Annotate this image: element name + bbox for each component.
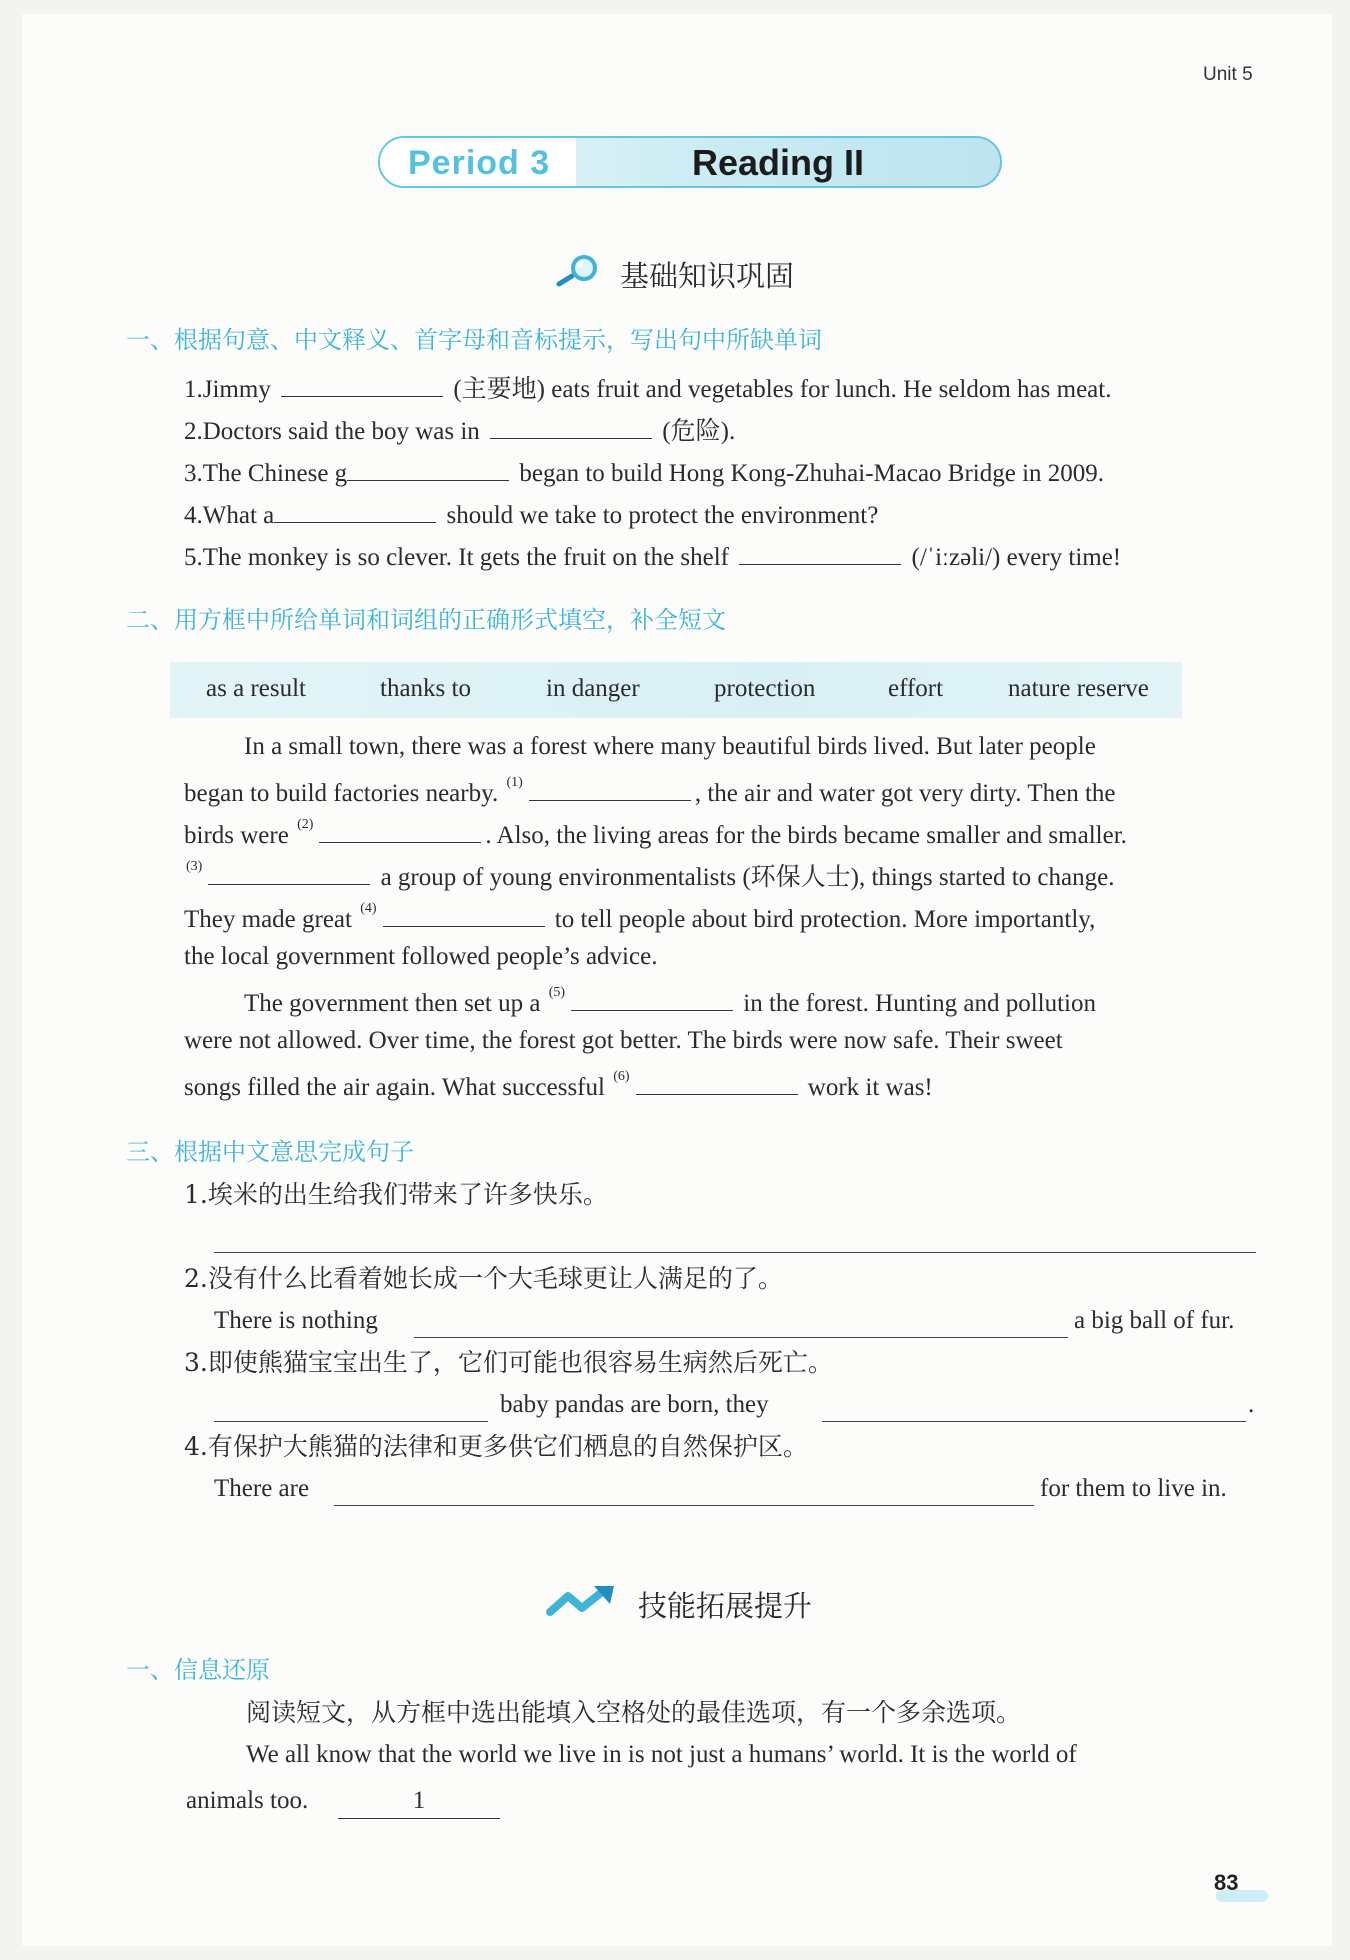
passage-text: , the air and water got very dirty. Then the [694, 780, 1116, 807]
word-option: as a result [206, 675, 306, 702]
blank-number: (2) [297, 817, 314, 832]
title-banner [378, 136, 1002, 188]
passage-line: We all know that the world we live in is not just a humans’ world. It is the world of [246, 1741, 1077, 1768]
item-number: 4. [184, 502, 203, 529]
answer-prefix: There is nothing [214, 1307, 378, 1334]
answer-blank[interactable] [274, 496, 436, 523]
answer-suffix: for them to live in. [1040, 1475, 1227, 1502]
item-1 [184, 370, 1111, 405]
item-number: 3. [184, 1348, 208, 1377]
chinese-prompt: 埃米的出生给我们带来了许多快乐。 [207, 1180, 608, 1209]
word-option: protection [714, 675, 816, 702]
item-number: 2. [184, 1264, 208, 1293]
chinese-prompt: 有保护大熊猫的法律和更多供它们栖息的自然保护区。 [207, 1432, 808, 1461]
item-number: 1. [184, 376, 203, 403]
translation-item-4 [184, 1432, 808, 1462]
item-4 [184, 496, 878, 531]
section-title-skills: 技能拓展提升 [638, 1589, 813, 1623]
answer-middle: baby pandas are born, they [500, 1391, 769, 1418]
passage-text: In a small town, there was a forest where many beautiful birds lived. But later people [244, 733, 1096, 760]
item-number: 3. [184, 460, 203, 487]
passage-line [184, 816, 1127, 851]
part1-heading: 一、根据句意、中文释义、首字母和音标提示，写出句中所缺单词 [126, 326, 822, 354]
answer-blank[interactable] [208, 858, 370, 885]
passage-text: the local government followed people’s advice. [184, 943, 658, 970]
word-option: effort [888, 675, 944, 702]
page-number: 83 [1214, 1870, 1239, 1895]
passage-text: to tell people about bird protection. More importantly, [554, 906, 1096, 933]
passage-text: . Also, the living areas for the birds became smaller and smaller. [485, 822, 1127, 849]
chinese-prompt: 即使熊猫宝宝出生了，它们可能也很容易生病然后死亡。 [207, 1348, 833, 1377]
item-text: Doctors said the boy was in [202, 418, 480, 445]
passage-line [184, 858, 1114, 893]
passage-text: They made great [184, 906, 352, 933]
answer-line[interactable] [214, 1252, 1256, 1253]
item-text: (/ˈiːzəli/) every time! [911, 544, 1122, 571]
word-option: nature reserve [1008, 675, 1149, 702]
item-text: What a [202, 502, 275, 529]
passage-line [244, 732, 1096, 762]
answer-line[interactable] [334, 1505, 1034, 1506]
passage-text: were not allowed. Over time, the forest got better. The birds were now safe. Their sweet [184, 1027, 1063, 1054]
section-title-basics: 基础知识巩固 [620, 259, 795, 293]
blank-number: (1) [506, 775, 523, 790]
numbered-blank-1[interactable]: 1 [338, 1786, 500, 1819]
answer-line[interactable] [822, 1421, 1246, 1422]
passage-line [184, 1026, 1063, 1056]
passage-text: animals too. [186, 1787, 309, 1814]
trend-arrow-icon [546, 1584, 616, 1625]
translation-answer-2 [214, 1306, 378, 1336]
passage-line [184, 942, 657, 972]
magnifier-icon [556, 252, 604, 297]
period-label: Period 3 [408, 144, 551, 182]
item-number: 2. [184, 418, 203, 445]
answer-blank[interactable] [281, 370, 443, 397]
translation-item-3 [184, 1348, 833, 1378]
answer-blank[interactable] [347, 454, 509, 481]
section2-part1-heading: 一、信息还原 [126, 1656, 270, 1684]
passage-line [186, 1786, 308, 1816]
item-3 [184, 454, 1104, 489]
item-text: should we take to protect the environment? [446, 502, 879, 529]
answer-suffix: a big ball of fur. [1074, 1307, 1235, 1334]
answer-prefix: There are [214, 1475, 310, 1502]
item-number: 4. [184, 1432, 208, 1461]
passage-line [184, 1068, 933, 1103]
answer-blank[interactable] [739, 538, 901, 565]
passage-text: birds were [184, 822, 289, 849]
answer-blank[interactable] [529, 774, 691, 801]
passage-line [244, 984, 1096, 1019]
answer-blank[interactable] [636, 1068, 798, 1095]
answer-blank[interactable] [490, 412, 652, 439]
answer-blank[interactable] [319, 816, 481, 843]
answer-line[interactable] [414, 1337, 1068, 1338]
passage-text: in the forest. Hunting and pollution [743, 990, 1096, 1017]
answer-blank[interactable] [383, 900, 545, 927]
blank-number: (4) [360, 901, 377, 916]
item-text: The Chinese g [202, 460, 348, 487]
passage-text: work it was! [807, 1074, 933, 1101]
blank-number: (3) [186, 859, 203, 874]
blank-number: (5) [548, 985, 566, 1000]
item-number: 5. [184, 544, 203, 571]
item-text: Jimmy [202, 376, 271, 403]
chinese-prompt: 没有什么比看着她长成一个大毛球更让人满足的了。 [207, 1264, 783, 1293]
part2-heading: 二、用方框中所给单词和词组的正确形式填空，补全短文 [126, 606, 726, 634]
word-box [170, 662, 1182, 718]
item-text: began to build Hong Kong-Zhuhai-Macao Bridge in 2009. [519, 460, 1105, 487]
item-number: 1. [184, 1180, 208, 1209]
passage-text: began to build factories nearby. [184, 780, 499, 807]
passage-text: a group of young environmentalists (环保人士), things started to change. [380, 864, 1115, 891]
word-option: thanks to [380, 675, 471, 702]
passage-line [184, 774, 1116, 809]
lesson-title: Reading II [692, 142, 865, 183]
answer-blank[interactable] [571, 984, 733, 1011]
unit-label: Unit 5 [1203, 64, 1253, 85]
passage-text: songs filled the air again. What successful [184, 1074, 605, 1101]
passage-text: The government then set up a [244, 990, 541, 1017]
passage-line [184, 900, 1095, 935]
answer-suffix: . [1248, 1391, 1255, 1418]
blank-number: (6) [613, 1069, 630, 1084]
translation-item-1 [184, 1180, 608, 1210]
word-option: in danger [546, 675, 640, 702]
instruction-text: 阅读短文，从方框中选出能填入空格处的最佳选项，有一个多余选项。 [246, 1698, 1022, 1727]
item-text: (主要地) eats fruit and vegetables for lunch. He seldom has meat. [453, 376, 1112, 403]
item-text: (危险). [662, 418, 736, 445]
item-2 [184, 412, 735, 447]
part3-heading: 三、根据中文意思完成句子 [126, 1138, 414, 1166]
translation-item-2 [184, 1264, 783, 1294]
item-text: The monkey is so clever. It gets the fruit on the shelf [202, 544, 730, 571]
item-5 [184, 538, 1121, 573]
answer-line[interactable] [214, 1421, 488, 1422]
